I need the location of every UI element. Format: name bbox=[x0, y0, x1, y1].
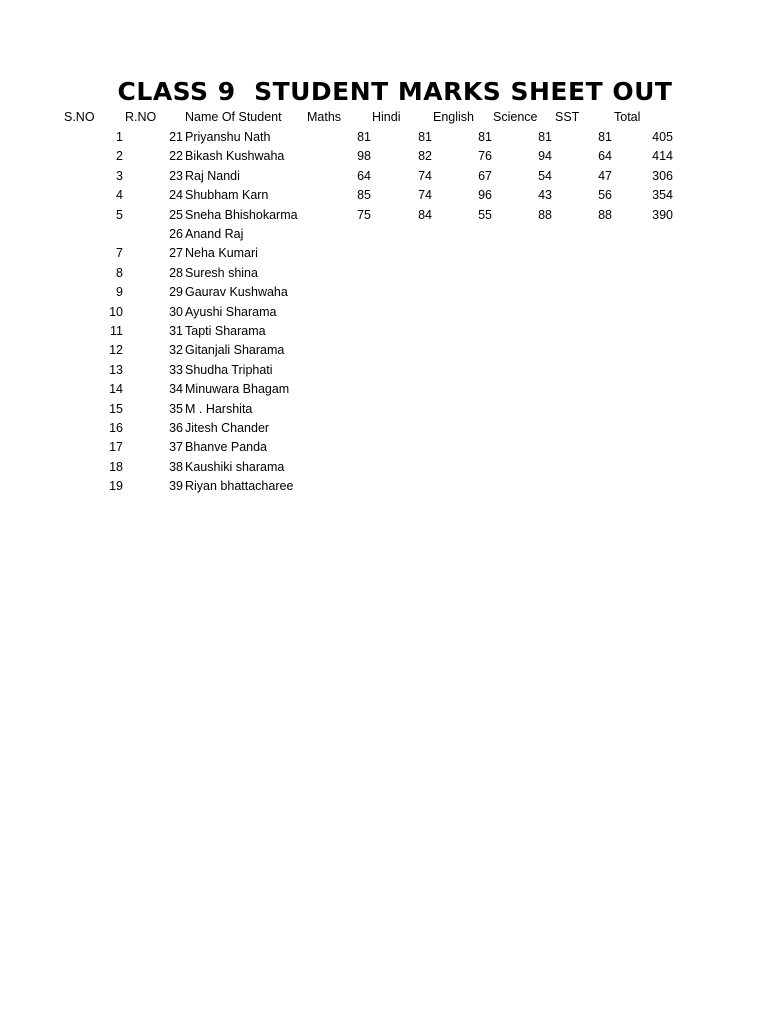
table-row bbox=[0, 361, 768, 380]
cell-sno: 2 bbox=[116, 149, 123, 164]
cell-hindi: 74 bbox=[418, 168, 432, 183]
table-row bbox=[0, 303, 768, 322]
cell-rno: 27 bbox=[169, 246, 183, 261]
table-row bbox=[0, 167, 768, 186]
cell-english: 81 bbox=[478, 130, 492, 144]
cell-sno: 18 bbox=[109, 459, 123, 474]
cell-rno: 32 bbox=[169, 343, 183, 358]
cell-science: 43 bbox=[538, 188, 552, 203]
cell-maths: 75 bbox=[357, 207, 371, 222]
cell-science: 88 bbox=[538, 207, 552, 222]
table-row bbox=[0, 322, 768, 341]
cell-science: 81 bbox=[538, 130, 552, 144]
table-row bbox=[0, 147, 768, 166]
cell-name: Bhanve Panda bbox=[185, 440, 268, 455]
cell-sno: 1 bbox=[116, 130, 123, 144]
cell-english: 96 bbox=[478, 188, 492, 203]
table-row bbox=[0, 128, 768, 147]
table-row bbox=[0, 380, 768, 399]
cell-rno: 21 bbox=[169, 130, 183, 144]
cell-rno: 35 bbox=[169, 401, 183, 416]
table-row bbox=[0, 206, 768, 225]
cell-rno: 30 bbox=[169, 304, 183, 319]
header-english: English bbox=[433, 110, 474, 124]
cell-hindi: 81 bbox=[418, 130, 432, 144]
cell-sno: 15 bbox=[109, 401, 123, 416]
cell-sst: 47 bbox=[598, 168, 612, 183]
cell-rno: 33 bbox=[169, 362, 183, 377]
cell-sst: 81 bbox=[598, 130, 612, 144]
cell-name: Ayushi Sharama bbox=[185, 304, 277, 319]
cell-total: 306 bbox=[652, 168, 673, 183]
table-row bbox=[0, 244, 768, 263]
cell-sno: 7 bbox=[116, 246, 123, 261]
cell-english: 55 bbox=[478, 207, 492, 222]
table-row bbox=[0, 341, 768, 360]
header-science: Science bbox=[493, 110, 538, 124]
cell-name: Sneha Bhishokarma bbox=[185, 207, 298, 222]
cell-name: Shudha Triphati bbox=[185, 362, 273, 377]
cell-science: 54 bbox=[538, 168, 552, 183]
cell-sno: 19 bbox=[109, 479, 123, 494]
header-name: Name Of Student bbox=[185, 110, 282, 124]
cell-hindi: 82 bbox=[418, 149, 432, 164]
cell-rno: 23 bbox=[169, 168, 183, 183]
cell-sno: 17 bbox=[109, 440, 123, 455]
table-row bbox=[0, 458, 768, 477]
cell-name: Bikash Kushwaha bbox=[185, 149, 285, 164]
cell-name: Riyan bhattacharee bbox=[185, 479, 294, 494]
header-total: Total bbox=[614, 110, 641, 124]
cell-name: Suresh shina bbox=[185, 265, 258, 280]
cell-science: 94 bbox=[538, 149, 552, 164]
cell-name: Tapti Sharama bbox=[185, 324, 266, 338]
table-row bbox=[0, 477, 768, 496]
table-row bbox=[0, 186, 768, 205]
header-hindi: Hindi bbox=[372, 110, 401, 124]
header-rno: R.NO bbox=[125, 110, 157, 124]
cell-rno: 29 bbox=[169, 285, 183, 300]
cell-sst: 56 bbox=[598, 188, 612, 203]
cell-name: Anand Raj bbox=[185, 227, 244, 241]
cell-sno: 11 bbox=[110, 324, 123, 338]
cell-rno: 39 bbox=[169, 479, 183, 494]
cell-name: Neha Kumari bbox=[185, 246, 258, 261]
cell-sno: 10 bbox=[109, 304, 123, 319]
cell-rno: 25 bbox=[169, 207, 183, 222]
cell-name: Raj Nandi bbox=[185, 168, 240, 183]
cell-sno: 12 bbox=[109, 343, 123, 358]
cell-sno: 5 bbox=[116, 207, 123, 222]
cell-hindi: 84 bbox=[418, 207, 432, 222]
page-title: CLASS 9 STUDENT MARKS SHEET OUT bbox=[117, 77, 673, 106]
table-row bbox=[0, 283, 768, 302]
cell-rno: 26 bbox=[169, 227, 183, 241]
cell-total: 354 bbox=[652, 188, 673, 203]
cell-name: Shubham Karn bbox=[185, 188, 269, 203]
table-header-row bbox=[0, 108, 768, 127]
cell-sno: 8 bbox=[116, 265, 123, 280]
table-row bbox=[0, 438, 768, 457]
table-row bbox=[0, 400, 768, 419]
cell-total: 414 bbox=[652, 149, 673, 164]
cell-total: 405 bbox=[652, 130, 673, 144]
table-row bbox=[0, 264, 768, 283]
cell-rno: 28 bbox=[169, 265, 183, 280]
cell-name: Gaurav Kushwaha bbox=[185, 285, 288, 300]
cell-name: Minuwara Bhagam bbox=[185, 382, 290, 397]
cell-rno: 38 bbox=[169, 459, 183, 474]
cell-english: 67 bbox=[478, 168, 492, 183]
cell-rno: 37 bbox=[169, 440, 183, 455]
cell-rno: 31 bbox=[169, 324, 183, 338]
cell-name: Priyanshu Nath bbox=[185, 130, 271, 144]
header-maths: Maths bbox=[307, 110, 342, 124]
cell-name: Kaushiki sharama bbox=[185, 459, 285, 474]
cell-rno: 34 bbox=[169, 382, 183, 397]
cell-rno: 22 bbox=[169, 149, 183, 164]
cell-name: Gitanjali Sharama bbox=[185, 343, 285, 358]
cell-sno: 14 bbox=[109, 382, 123, 397]
cell-maths: 64 bbox=[357, 168, 371, 183]
table-row bbox=[0, 419, 768, 438]
cell-sno: 13 bbox=[109, 362, 123, 377]
cell-rno: 24 bbox=[169, 188, 183, 203]
cell-rno: 36 bbox=[169, 421, 183, 435]
cell-hindi: 74 bbox=[418, 188, 432, 203]
cell-name: Jitesh Chander bbox=[185, 421, 270, 435]
cell-maths: 85 bbox=[357, 188, 371, 203]
header-sno: S.NO bbox=[64, 110, 95, 124]
cell-sno: 3 bbox=[116, 168, 123, 183]
header-sst: SST bbox=[555, 110, 580, 124]
cell-sst: 88 bbox=[598, 207, 612, 222]
cell-maths: 81 bbox=[357, 130, 371, 144]
cell-sno: 16 bbox=[109, 421, 123, 435]
cell-total: 390 bbox=[652, 207, 673, 222]
cell-sno: 9 bbox=[116, 285, 123, 300]
cell-maths: 98 bbox=[357, 149, 371, 164]
cell-sst: 64 bbox=[598, 149, 612, 164]
cell-sno: 4 bbox=[116, 188, 123, 203]
table-row bbox=[0, 225, 768, 244]
cell-english: 76 bbox=[478, 149, 492, 164]
cell-name: M . Harshita bbox=[185, 401, 253, 416]
